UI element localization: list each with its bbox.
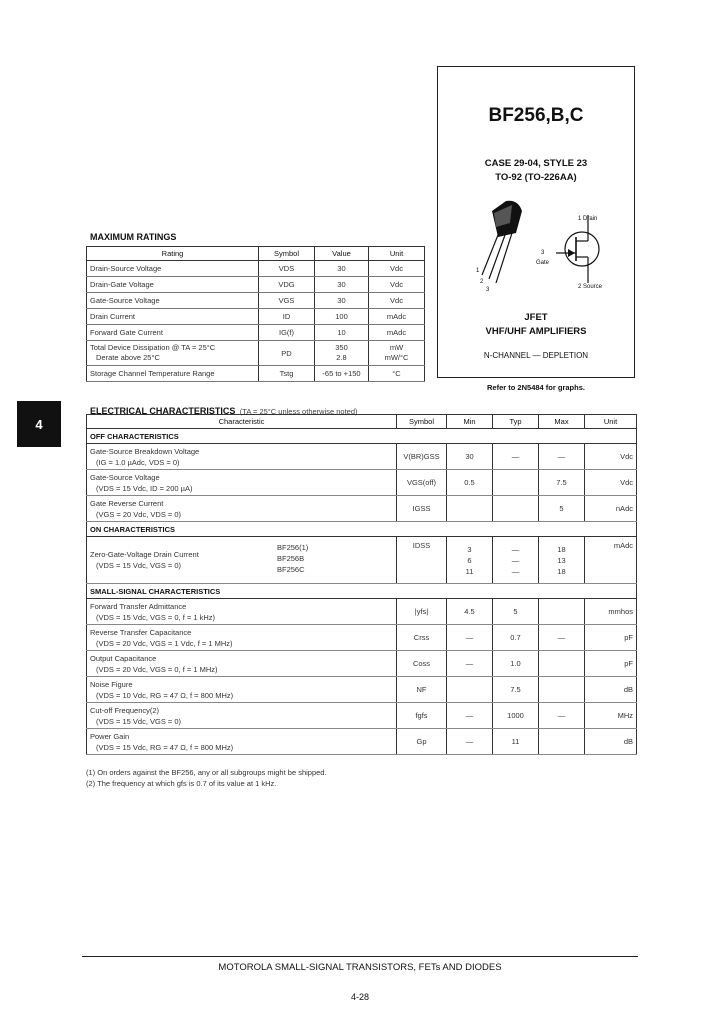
char-line-2: (VDS = 10 Vdc, RG = 47 Ω, f = 800 MHz) [96, 690, 234, 700]
footnotes [86, 767, 327, 789]
footer-divider [82, 956, 638, 957]
char-min: — [447, 729, 493, 755]
header-min: Min [447, 415, 493, 429]
lead-label-1: 1 [476, 268, 480, 274]
lead-3 [496, 233, 512, 283]
char-min: — [447, 651, 493, 677]
section-row-off [87, 429, 637, 444]
device-variants [277, 542, 308, 575]
rating-value: 30 [315, 293, 369, 309]
char-unit: dB [585, 729, 637, 755]
pin-drain-label: 1 Drain [578, 216, 598, 222]
rating-name: Gate-Source Voltage [87, 293, 259, 309]
rating-value: 10 [315, 325, 369, 341]
variant-bf256b: BF256B [277, 554, 305, 563]
rating-value [315, 341, 369, 366]
rating-name: Forward Gate Current [87, 325, 259, 341]
gate-arrow [568, 249, 575, 257]
small-signal-title: SMALL-SIGNAL CHARACTERISTICS [87, 584, 637, 599]
char-max: 7.5 [539, 470, 585, 496]
char-line-2: (VDS = 15 Vdc, ID = 200 µA) [96, 483, 193, 493]
rating-line-1: Total Device Dissipation @ TA = 25°C [90, 343, 216, 352]
char-min [447, 496, 493, 522]
char-line-1: Gate-Source Breakdown Voltage [90, 446, 200, 456]
header-value: Value [315, 247, 369, 261]
device-info-box [437, 66, 635, 378]
char-line-2: (VDS = 15 Vdc, VGS = 0) [96, 716, 182, 726]
char-symbol: V(BR)GSS [397, 444, 447, 470]
header-rating: Rating [87, 247, 259, 261]
char-line-2: (VDS = 15 Vdc, RG = 47 Ω, f = 800 MHz) [96, 742, 234, 752]
char-line-1: Cut-off Frequency(2) [90, 705, 160, 715]
footer-title: MOTOROLA SMALL-SIGNAL TRANSISTORS, FETs AND DIODES [218, 962, 502, 973]
char-typ: 1.0 [493, 651, 539, 677]
char-line-1: Noise Figure [90, 679, 133, 689]
char-unit: mAdc [585, 537, 637, 584]
char-unit: Vdc [585, 444, 637, 470]
pin-gate-number: 3 [541, 250, 545, 256]
rating-symbol: IG(f) [259, 325, 315, 341]
char-symbol: IGSS [397, 496, 447, 522]
table-row [87, 625, 637, 651]
char-symbol: IDSS [397, 537, 447, 584]
table-row [87, 677, 637, 703]
rating-unit: mAdc [369, 309, 425, 325]
typ-bf256: — [511, 544, 520, 554]
rating-symbol: PD [259, 341, 315, 366]
header-symbol: Symbol [259, 247, 315, 261]
header-max: Max [539, 415, 585, 429]
rating-unit: Vdc [369, 293, 425, 309]
table-row [87, 293, 425, 309]
max-bf256b: 13 [557, 555, 566, 565]
rating-name [87, 341, 259, 366]
elec-header [87, 415, 637, 429]
char-symbol: Coss [397, 651, 447, 677]
char-typ [493, 470, 539, 496]
rating-line-2: Derate above 25°C [96, 353, 160, 362]
jfet-symbol-circle [565, 232, 599, 266]
variant-bf256: BF256(1) [277, 543, 309, 552]
char-max: — [539, 444, 585, 470]
off-characteristics-title: OFF CHARACTERISTICS [87, 429, 637, 444]
char-name [87, 729, 397, 755]
char-name [87, 537, 397, 584]
table-row [87, 277, 425, 293]
pin-gate-label: Gate [536, 260, 550, 266]
device-type-jfet: JFET [524, 312, 548, 323]
char-typ: 0.7 [493, 625, 539, 651]
char-typ: 5 [493, 599, 539, 625]
char-min: 4.5 [447, 599, 493, 625]
char-max [539, 651, 585, 677]
variant-bf256c: BF256C [277, 565, 305, 574]
device-type-application: VHF/UHF AMPLIFIERS [485, 326, 587, 337]
footnote-1: (1) On orders against the BF256, any or all subgroups might be shipped. [86, 768, 327, 777]
table-row [87, 261, 425, 277]
char-line-2: (IG = 1.0 µAdc, VDS = 0) [96, 457, 180, 467]
table-row [87, 703, 637, 729]
char-symbol: |yfs| [397, 599, 447, 625]
lead-label-3: 3 [486, 287, 490, 293]
rating-symbol: ID [259, 309, 315, 325]
char-name [87, 599, 397, 625]
char-line-1: Forward Transfer Admittance [90, 601, 187, 611]
max-ratings-table [86, 246, 425, 382]
rating-value-2: 2.8 [336, 353, 347, 362]
rating-unit [369, 341, 425, 366]
section-row-small-signal [87, 584, 637, 599]
header-unit: Unit [369, 247, 425, 261]
max-ratings-title: MAXIMUM RATINGS [90, 232, 177, 242]
char-typ: — [493, 444, 539, 470]
char-typ [493, 537, 539, 584]
min-bf256b: 6 [467, 555, 472, 565]
rating-symbol: VGS [259, 293, 315, 309]
char-unit: MHz [585, 703, 637, 729]
char-min: — [447, 625, 493, 651]
char-min [447, 677, 493, 703]
table-row [87, 444, 637, 470]
elec-title: ELECTRICAL CHARACTERISTICS [90, 406, 236, 416]
rating-unit: mAdc [369, 325, 425, 341]
char-line-1: Output Capacitance [90, 653, 157, 663]
rating-name: Drain Current [87, 309, 259, 325]
max-bf256: 18 [557, 544, 566, 554]
char-typ [493, 496, 539, 522]
char-name [87, 703, 397, 729]
char-name [87, 625, 397, 651]
rating-name: Drain-Source Voltage [87, 261, 259, 277]
lead-1 [482, 235, 498, 275]
max-bf256c: 18 [557, 566, 566, 576]
char-min: — [447, 703, 493, 729]
package-name: TO-92 (TO-226AA) [495, 172, 577, 183]
char-unit: pF [585, 651, 637, 677]
section-row-on [87, 522, 637, 537]
case-info [438, 157, 634, 185]
header-characteristic: Characteristic [87, 415, 397, 429]
char-typ: 7.5 [493, 677, 539, 703]
table-row [87, 341, 425, 366]
char-max [539, 537, 585, 584]
char-max: 5 [539, 496, 585, 522]
char-unit: mmhos [585, 599, 637, 625]
typ-bf256c: — [511, 566, 520, 576]
table-row [87, 729, 637, 755]
table-row [87, 651, 637, 677]
table-row [87, 470, 637, 496]
char-line-2: (VGS = 20 Vdc, VDS = 0) [96, 509, 182, 519]
char-name [87, 677, 397, 703]
rating-symbol: VDG [259, 277, 315, 293]
channel-type: N-CHANNEL — DEPLETION [483, 351, 589, 360]
char-max [539, 677, 585, 703]
electrical-characteristics-table [86, 414, 637, 755]
char-line-1: Gate-Source Voltage [90, 472, 160, 482]
char-symbol: Crss [397, 625, 447, 651]
rating-name: Drain-Gate Voltage [87, 277, 259, 293]
typ-bf256b: — [511, 555, 520, 565]
char-line-1: Zero-Gate-Voltage Drain Current [90, 550, 199, 559]
rating-unit: °C [369, 366, 425, 382]
char-line-2: (VDS = 15 Vdc, VGS = 0, f = 1 kHz) [96, 612, 216, 622]
rating-value: -65 to +150 [315, 366, 369, 382]
char-min: 0.5 [447, 470, 493, 496]
char-line-2: (VDS = 20 Vdc, VGS = 1 Vdc, f = 1 MHz) [96, 638, 233, 648]
table-row [87, 496, 637, 522]
lead-label-2: 2 [480, 279, 484, 285]
rating-unit: Vdc [369, 277, 425, 293]
char-max: — [539, 703, 585, 729]
char-max [539, 599, 585, 625]
table-row [87, 537, 637, 584]
rating-value: 100 [315, 309, 369, 325]
header-symbol: Symbol [397, 415, 447, 429]
table-row [87, 366, 425, 382]
rating-unit-1: mW [389, 343, 404, 352]
char-name [87, 496, 397, 522]
rating-value: 30 [315, 277, 369, 293]
max-ratings-header [87, 247, 425, 261]
rating-unit: Vdc [369, 261, 425, 277]
device-type [438, 311, 634, 339]
char-typ: 11 [493, 729, 539, 755]
char-line-1: Reverse Transfer Capacitance [90, 627, 192, 637]
table-row [87, 325, 425, 341]
char-symbol: Gp [397, 729, 447, 755]
char-unit: nAdc [585, 496, 637, 522]
char-name [87, 470, 397, 496]
page-number: 4-28 [350, 992, 369, 1002]
min-bf256: 3 [467, 544, 472, 554]
char-typ: 1000 [493, 703, 539, 729]
char-name [87, 444, 397, 470]
section-tab [17, 401, 61, 447]
char-min [447, 537, 493, 584]
rating-name: Storage Channel Temperature Range [87, 366, 259, 382]
min-bf256c: 11 [465, 566, 474, 576]
footnote-2: (2) The frequency at which gfs is 0.7 of its value at 1 kHz. [86, 779, 277, 788]
rating-value: 30 [315, 261, 369, 277]
char-symbol: NF [397, 677, 447, 703]
char-symbol: fgfs [397, 703, 447, 729]
header-unit: Unit [585, 415, 637, 429]
char-line-2: (VDS = 15 Vdc, VGS = 0) [96, 561, 182, 570]
char-symbol: VGS(off) [397, 470, 447, 496]
rating-value-1: 350 [335, 343, 348, 352]
char-min: 30 [447, 444, 493, 470]
char-line-2: (VDS = 20 Vdc, VGS = 0, f = 1 MHz) [96, 664, 218, 674]
char-max: — [539, 625, 585, 651]
lead-2 [489, 235, 505, 279]
pin-source-label: 2 Source [578, 284, 603, 290]
rating-symbol: Tstg [259, 366, 315, 382]
on-characteristics-title: ON CHARACTERISTICS [87, 522, 637, 537]
case-style: CASE 29-04, STYLE 23 [484, 158, 588, 169]
header-typ: Typ [493, 415, 539, 429]
elec-title-note: (TA = 25°C unless otherwise noted) [239, 407, 358, 416]
char-line-1: Power Gain [90, 731, 130, 741]
rating-unit-2: mW/°C [384, 353, 409, 362]
rating-symbol: VDS [259, 261, 315, 277]
device-title: BF256,B,C [488, 105, 584, 126]
refer-note: Refer to 2N5484 for graphs. [487, 383, 585, 392]
table-row [87, 309, 425, 325]
char-unit: dB [585, 677, 637, 703]
char-unit: pF [585, 625, 637, 651]
section-tab-number: 4 [35, 416, 43, 432]
char-name [87, 651, 397, 677]
table-row [87, 599, 637, 625]
char-unit: Vdc [585, 470, 637, 496]
char-line-1: Gate Reverse Current [90, 498, 164, 508]
char-max [539, 729, 585, 755]
